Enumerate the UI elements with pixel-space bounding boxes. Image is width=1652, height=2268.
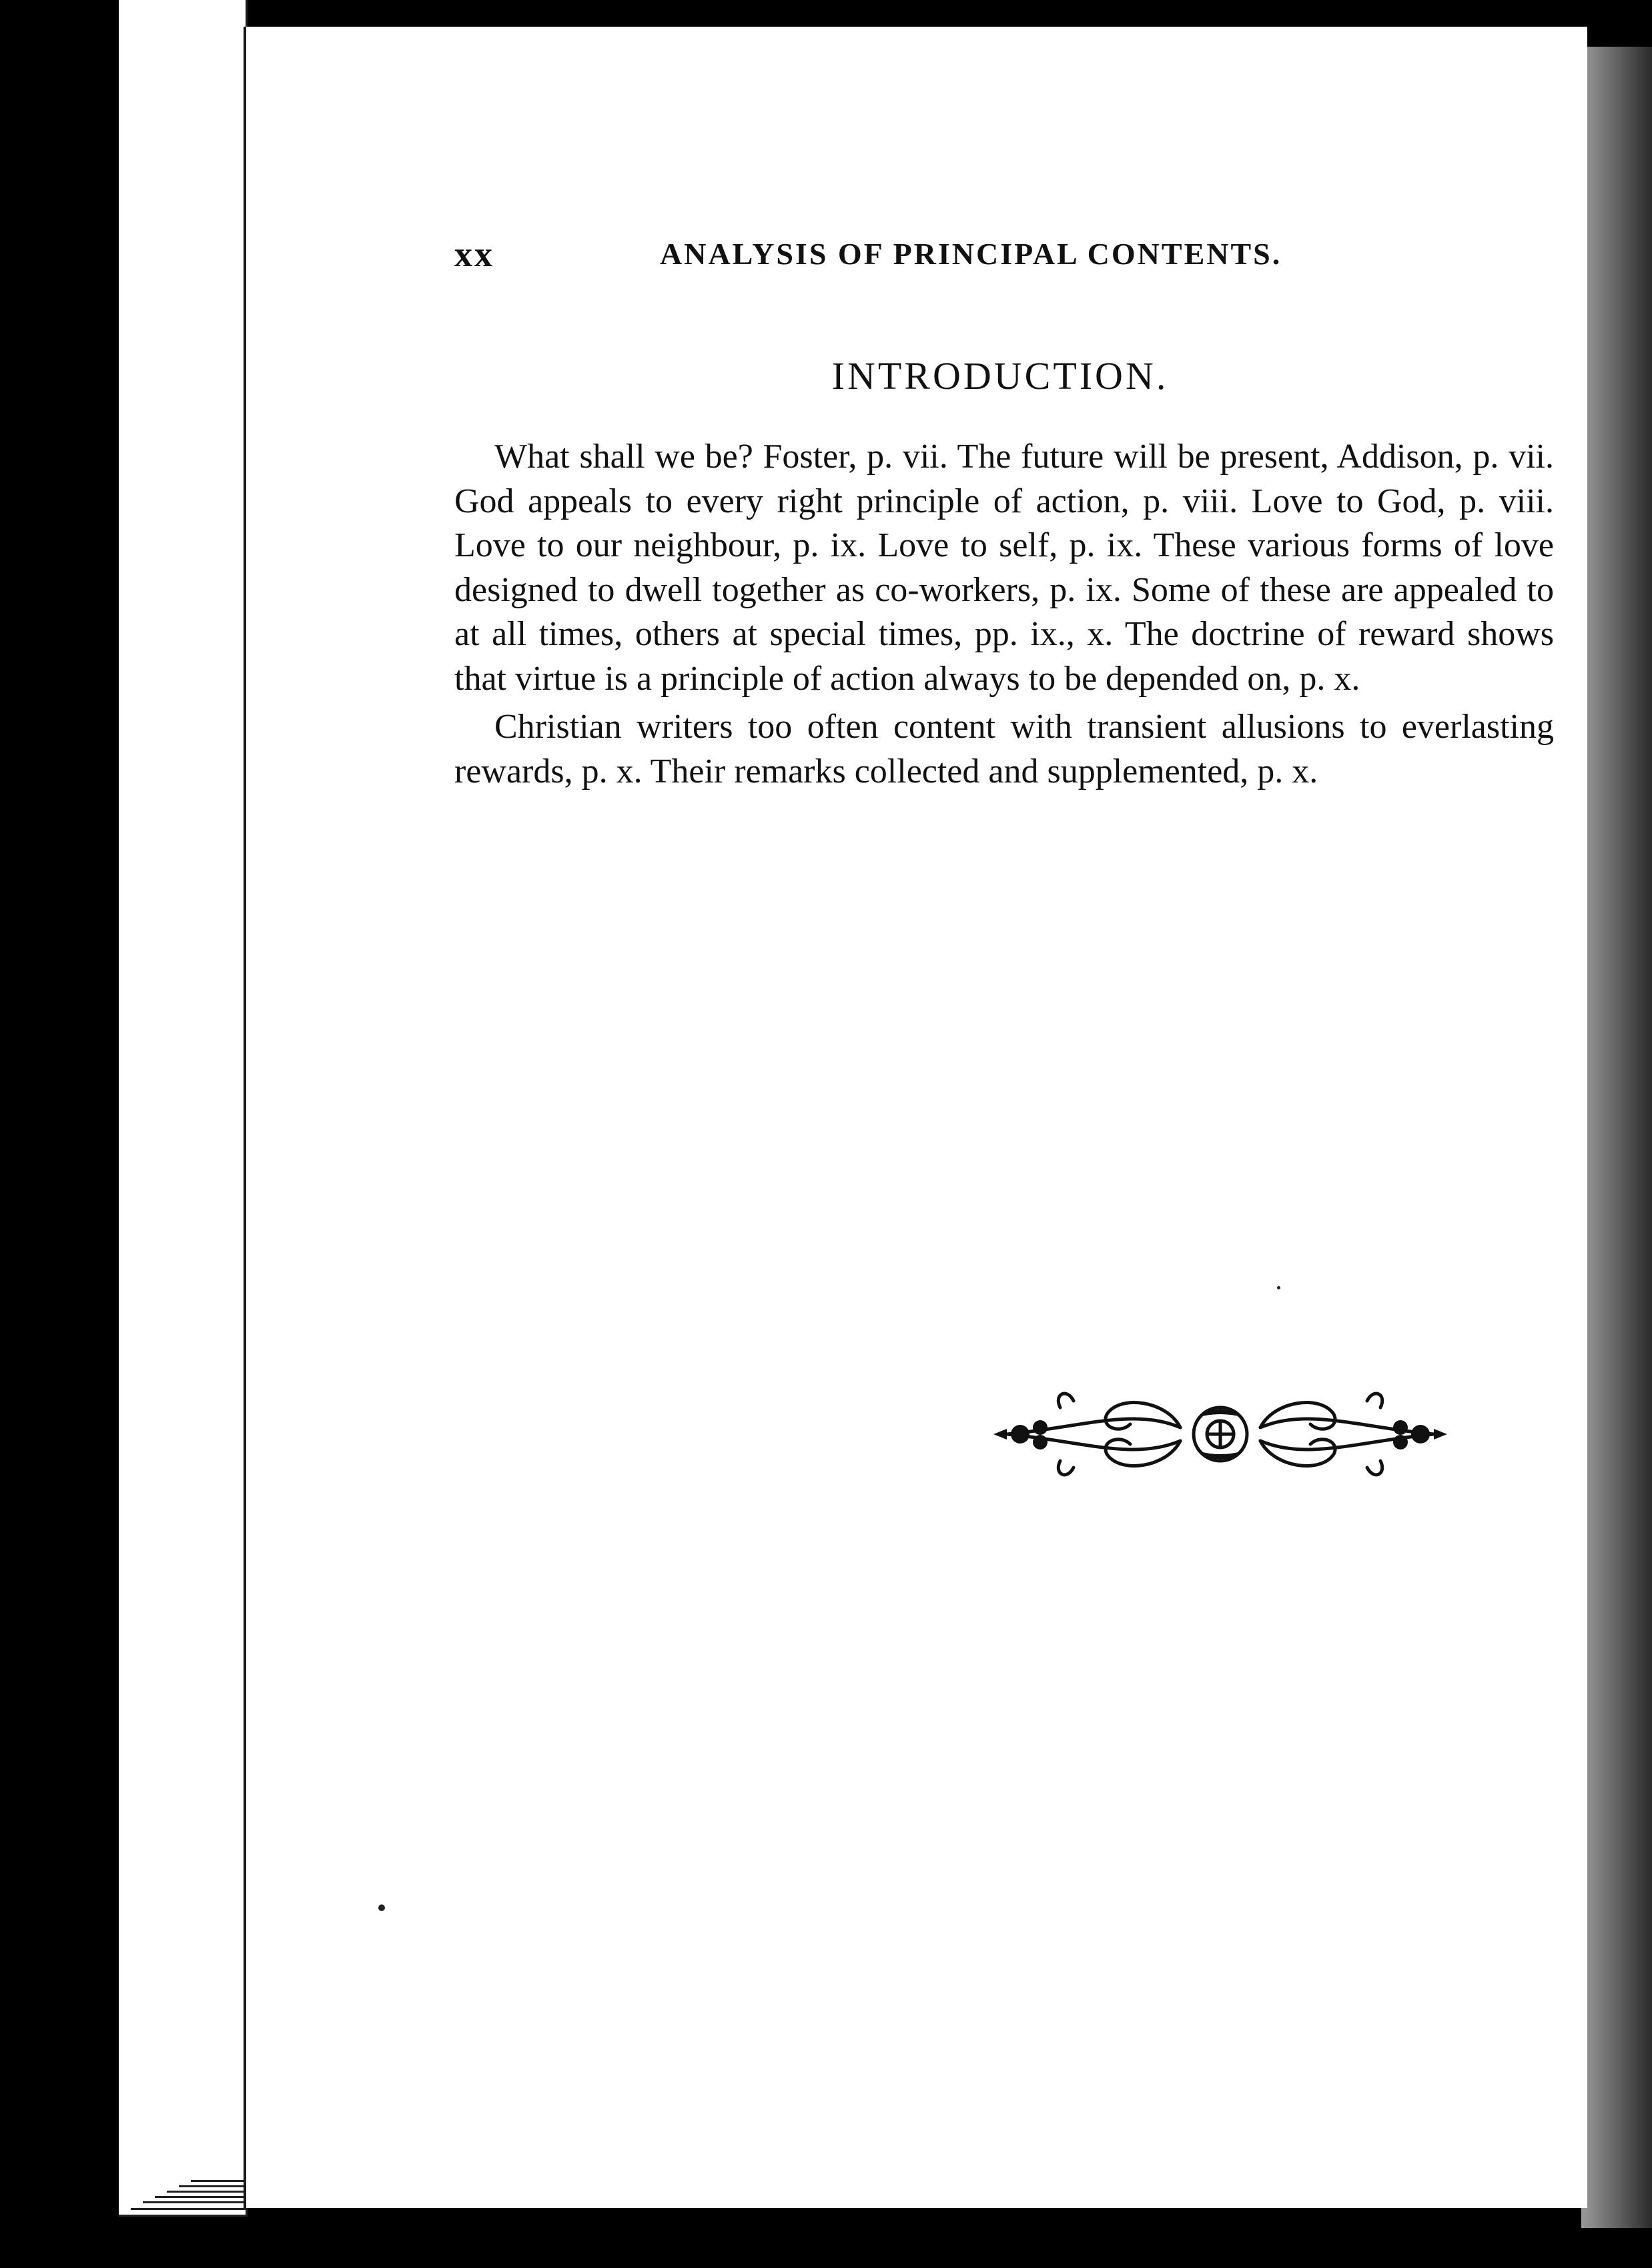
ink-speck — [1277, 1286, 1280, 1289]
floral-scroll-ornament-icon — [980, 1381, 1461, 1488]
paragraph: Christian writers too often content with transient allusions to everlasting rewards, p. x. Their remarks collected and supplemented, p. x. — [454, 708, 1554, 790]
book-right-edge — [1581, 47, 1652, 2228]
page-edges-stack — [107, 0, 260, 2228]
ink-speck — [378, 1904, 385, 1911]
section-heading: INTRODUCTION. — [831, 354, 1169, 398]
running-head — [454, 233, 1562, 280]
page-folio: xx — [454, 234, 494, 274]
paragraph: What shall we be? Foster, p. vii. The future will be present, Addison, p. vii. God appeals to every right principle of action, p. viii. Love to God, p. viii. Love to our neighbour, p. ix. Love to self, p. ix. These various forms of love designed to dwell together as co-workers, p. ix. Some of these are appealed to at all times, others at special times, pp. ix., x. The doctrine of reward shows that virtue is a principle of action always to be depended on, p. x. — [454, 438, 1554, 698]
book-page — [244, 27, 1587, 2208]
body-text — [454, 435, 1554, 798]
running-head-title: ANALYSIS OF PRINCIPAL CONTENTS. — [660, 237, 1282, 271]
